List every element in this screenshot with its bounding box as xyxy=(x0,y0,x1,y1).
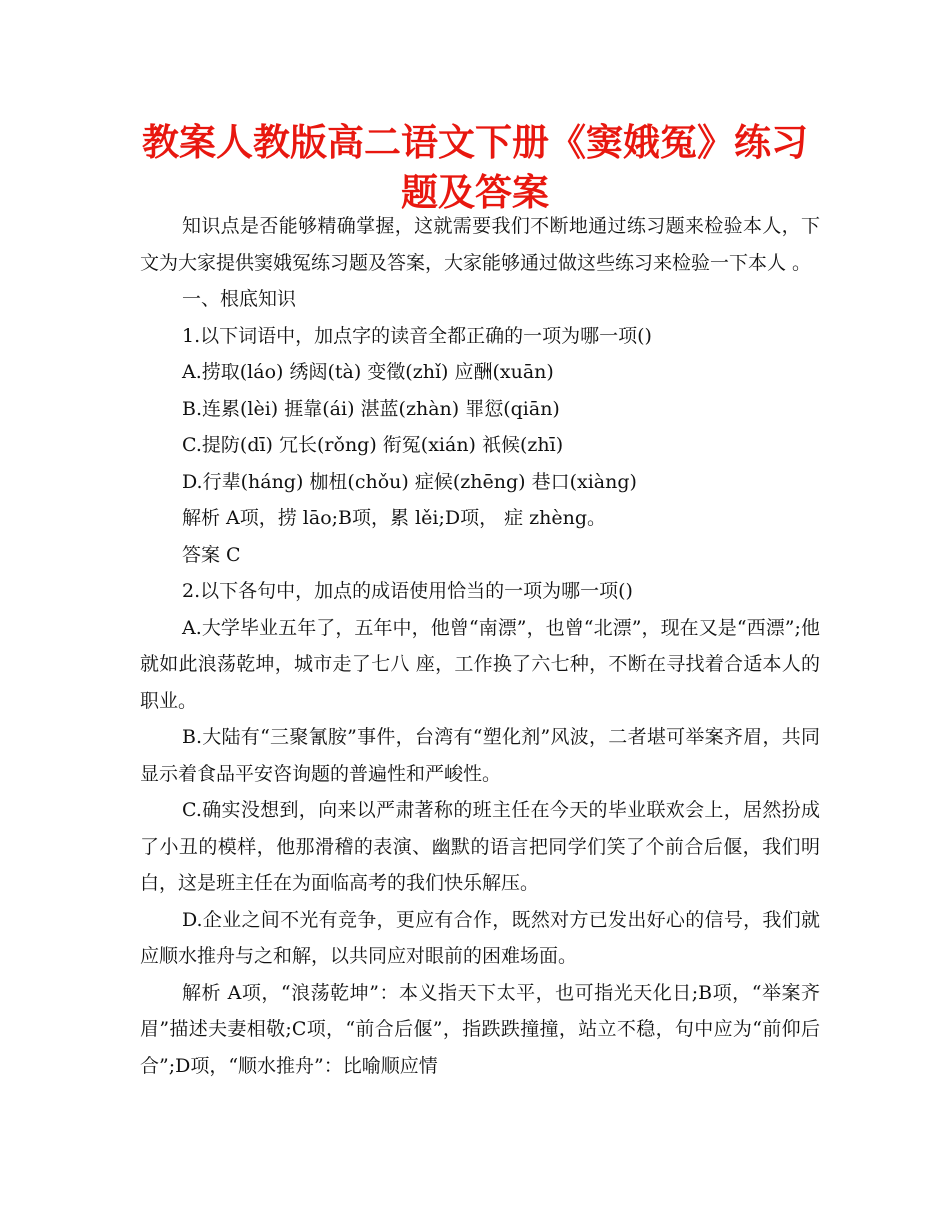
question-1-answer: 答案 C xyxy=(182,543,241,566)
question-2: 2.以下各句中，加点的成语使用恰当的一项为哪一项() xyxy=(182,580,633,602)
intro-paragraph: 知识点是否能够精确掌握，这就需要我们不断地通过练习题来检验本人，下文为大家提供窦娥冤练习题及答案，大家能够通过做这些练习来检验一下本人 。 xyxy=(140,215,820,274)
question-2-option-c: C.确实没想到，向来以严肃著称的班主任在今天的毕业联欢会上，居然扮成了小丑的模样，他那滑稽的表演、幽默的语言把同学们笑了个前合后偃，我们明白，这是班主任在为面临高考的我们快乐解压。 xyxy=(140,799,820,894)
question-2-option-a: A.大学毕业五年了，五年中，他曾“南漂”，也曾“北漂”，现在又是“西漂”;他就如此浪荡乾坤，城市走了七八 座，工作换了六七种，不断在寻找着合适本人的职业。 xyxy=(140,616,820,712)
question-1-analysis: 解析 A项，捞 lāo;B项，累 lěi;D项， 症 zhèng。 xyxy=(182,507,607,529)
document-body xyxy=(140,208,820,1084)
question-1-option-d: D.行辈(háng) 枷杻(chǒu) 症候(zhēng) 巷口(xiàng) xyxy=(182,470,637,493)
question-1-option-b: B.连累(lèi) 捱靠(ái) 湛蓝(zhàn) 罪愆(qiān) xyxy=(182,397,560,420)
section-heading-basics: 一、根底知识 xyxy=(182,288,297,310)
document-title: 教案人教版高二语文下册《窦娥冤》练习题及答案 xyxy=(142,121,808,214)
question-2-option-b: B.大陆有“三聚氰胺”事件，台湾有“塑化剂”风波，二者堪可举案齐眉，共同显示着食品平安咨询题的普遍性和严峻性。 xyxy=(140,726,820,785)
question-2-analysis: 解析 A项，“浪荡乾坤”：本义指天下太平，也可指光天化日;B项，“举案齐眉”描述夫妻相敬;C项，“前合后偃”，指跌跌撞撞，站立不稳，句中应为“前仰后合”;D项，“顺水推舟”：比喻顺应情 xyxy=(140,981,820,1077)
question-1: 1.以下词语中，加点字的读音全都正确的一项为哪一项() xyxy=(182,324,652,347)
question-2-option-d: D.企业之间不光有竞争，更应有合作，既然对方已发出好心的信号，我们就应顺水推舟与之和解，以共同应对眼前的困难场面。 xyxy=(140,908,820,967)
question-1-option-a: A.捞取(láo) 绣闼(tà) 变徵(zhǐ) 应酬(xuān) xyxy=(182,361,554,383)
question-1-option-c: C.提防(dī) 冗长(rǒng) 衔冤(xián) 祇候(zhī) xyxy=(182,434,564,456)
